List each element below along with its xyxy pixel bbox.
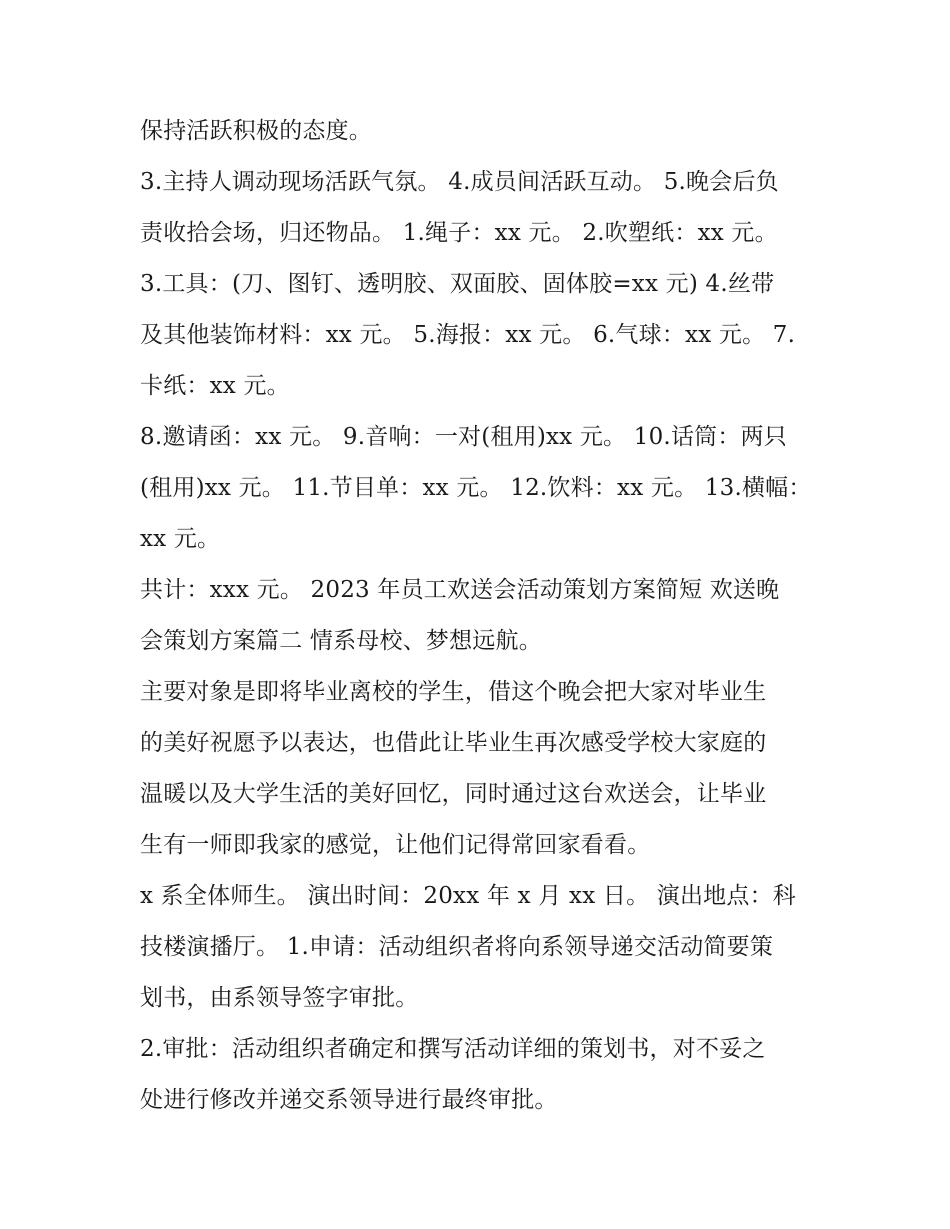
text-line: 及其他装饰材料：xx 元。 5.海报：xx 元。 6.气球：xx 元。 7. bbox=[140, 322, 796, 348]
text-line: 技楼演播厅。 1.申请：活动组织者将向系领导递交活动简要策 bbox=[140, 934, 774, 960]
text-line: 温暖以及大学生活的美好回忆，同时通过这台欢送会，让毕业 bbox=[140, 781, 767, 807]
text-line: 会策划方案篇二 情系母校、梦想远航。 bbox=[140, 628, 542, 654]
text-line: xx 元。 bbox=[140, 526, 221, 552]
text-line: 共计：xxx 元。 2023 年员工欢送会活动策划方案简短 欢送晚 bbox=[140, 577, 780, 603]
text-line: 2.审批：活动组织者确定和撰写活动详细的策划书，对不妥之 bbox=[140, 1036, 766, 1062]
text-line: 处进行修改并递交系领导进行最终审批。 bbox=[140, 1087, 558, 1113]
document-body bbox=[140, 106, 820, 1126]
text-line: 8.邀请函：xx 元。 9.音响：一对(租用)xx 元。 10.话筒：两只 bbox=[140, 424, 787, 450]
text-line: 的美好祝愿予以表达，也借此让毕业生再次感受学校大家庭的 bbox=[140, 730, 767, 756]
text-line: 卡纸：xx 元。 bbox=[140, 373, 290, 399]
text-line: 主要对象是即将毕业离校的学生，借这个晚会把大家对毕业生 bbox=[140, 679, 767, 705]
text-line: 3.主持人调动现场活跃气氛。 4.成员间活跃互动。 5.晚会后负 bbox=[140, 169, 779, 195]
text-line: (租用)xx 元。 11.节目单：xx 元。 12.饮料：xx 元。 13.横幅： bbox=[140, 475, 812, 501]
text-line: 3.工具：(刀、图钉、透明胶、双面胶、固体胶=xx 元) 4.丝带 bbox=[140, 271, 775, 297]
text-line: 划书，由系领导签字审批。 bbox=[140, 985, 419, 1011]
text-line: 生有一师即我家的感觉，让他们记得常回家看看。 bbox=[140, 832, 651, 858]
text-line: 保持活跃积极的态度。 bbox=[140, 118, 372, 144]
text-line: x 系全体师生。 演出时间：20xx 年 x 月 xx 日。 演出地点：科 bbox=[140, 883, 796, 909]
text-line: 责收拾会场，归还物品。 1.绳子：xx 元。 2.吹塑纸：xx 元。 bbox=[140, 220, 778, 246]
